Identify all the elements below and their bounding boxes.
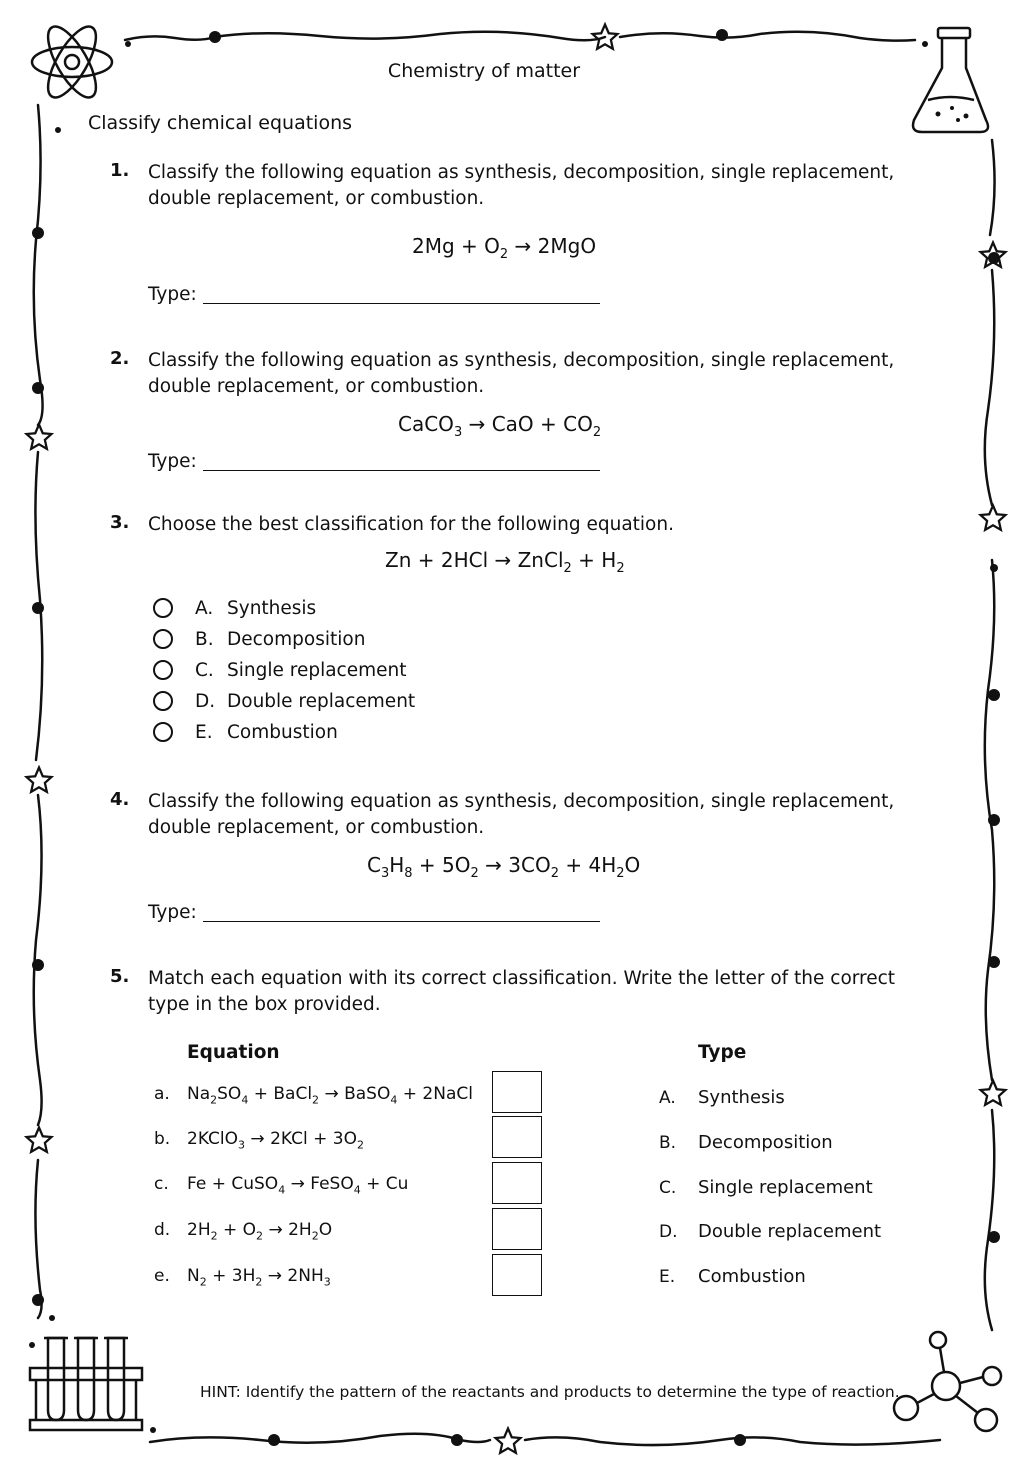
answer-box[interactable] [492,1071,542,1113]
star-icon [978,503,1008,533]
option-label: Single replacement [227,659,407,681]
chemical-equation: $C_3H_8 + 5O_2 \to 3CO_2 + 4H_2O$ [367,853,641,881]
type-letter: D. [659,1222,678,1242]
option-letter: B. [195,628,214,650]
question-text-line: Match each equation with its correct classification. Write the letter of the correct [148,968,896,989]
star-icon [24,765,54,795]
question-text [148,789,894,841]
type-label: Synthesis [698,1087,785,1108]
option-label: Double replacement [227,690,416,712]
question-text [148,160,894,212]
match-equation-d: d. $2H_2 + O_2 \to 2H_2O$ [154,1220,333,1243]
match-equation-e: e. $N_2 + 3H_2 \to 2NH_3$ [154,1266,331,1289]
star-icon [978,240,1008,270]
chemical-equation: $2Mg + O_2 \to 2MgO$ [412,234,597,262]
hint-text: HINT: Identify the pattern of the reactants and products to determine the type of reaction. [200,1383,900,1401]
type-label: Combustion [698,1266,806,1287]
option-d[interactable] [153,686,415,716]
type-label: Type: [148,451,197,472]
answer-line[interactable] [203,470,600,471]
match-equation-b: b. 2KClO$_3$ → $2KCl + 3O_2$ [154,1129,364,1152]
type-letter: E. [659,1267,676,1287]
question-text-line: double replacement, or combustion. [148,188,485,209]
equation-column-header: Equation [187,1042,280,1063]
match-equation-c: c. Fe + CuSO$_4$ → FeSO$_4$ + Cu [154,1174,409,1197]
flask-icon [908,24,992,142]
type-label: Double replacement [698,1221,882,1242]
page-title: Chemistry of matter [387,60,581,82]
question-text-line: Classify the following equation as synthesis, decomposition, single replacement, [148,350,895,371]
test-tube-rack-icon [26,1334,146,1434]
section-title: Classify chemical equations [88,112,353,134]
star-icon [24,1125,54,1155]
question-text [148,348,894,400]
answer-box[interactable] [492,1208,542,1250]
option-b[interactable] [153,624,415,654]
question-number: 4. [110,789,130,810]
type-letter: A. [659,1088,676,1108]
option-letter: A. [195,597,214,619]
molecule-icon [888,1328,1006,1438]
type-label: Type: [148,902,197,923]
option-label: Combustion [227,721,338,743]
question-number: 5. [110,966,130,987]
question-number: 1. [110,160,130,181]
type-label: Single replacement [698,1177,873,1198]
star-icon [24,422,54,452]
star-icon [978,1078,1008,1108]
option-letter: C. [195,659,214,681]
question-text-line: Classify the following equation as synthesis, decomposition, single replacement, [148,162,895,183]
option-a[interactable] [153,593,415,623]
question-text-line: Classify the following equation as synthesis, decomposition, single replacement, [148,791,895,812]
chemical-equation: CaCO$_3$ → CaO + $CO_2$ [398,412,602,440]
type-letter: B. [659,1133,677,1153]
answer-line[interactable] [203,303,600,304]
question-text-line: type in the box provided. [148,994,381,1015]
chemical-equation: Zn + 2HCl → ZnCl$_2$ + $H_2$ [385,548,625,576]
answer-box[interactable] [492,1254,542,1296]
radio-button[interactable] [153,691,173,711]
option-c[interactable] [153,655,415,685]
answer-box[interactable] [492,1116,542,1158]
type-label: Decomposition [698,1132,833,1153]
star-icon [590,22,620,52]
option-e[interactable] [153,717,415,747]
match-equation-a: a. $Na_2SO_4$ + BaCl$_2$ → BaSO$_4$ + 2NaCl [154,1084,473,1107]
radio-button[interactable] [153,598,173,618]
answer-box[interactable] [492,1162,542,1204]
radio-button[interactable] [153,660,173,680]
type-letter: C. [659,1178,677,1198]
option-list [153,593,415,747]
question-text-line: double replacement, or combustion. [148,817,485,838]
option-label: Synthesis [227,597,317,619]
option-label: Decomposition [227,628,366,650]
option-letter: D. [195,690,216,712]
question-number: 2. [110,348,130,369]
question-text-line: double replacement, or combustion. [148,376,485,397]
type-column-header: Type [698,1042,747,1063]
type-label: Type: [148,284,197,305]
question-text: Choose the best classification for the following equation. [148,514,674,535]
radio-button[interactable] [153,629,173,649]
question-text [148,966,895,1018]
radio-button[interactable] [153,722,173,742]
star-icon [493,1426,523,1456]
question-number: 3. [110,512,130,533]
option-letter: E. [195,721,213,743]
answer-line[interactable] [203,921,600,922]
